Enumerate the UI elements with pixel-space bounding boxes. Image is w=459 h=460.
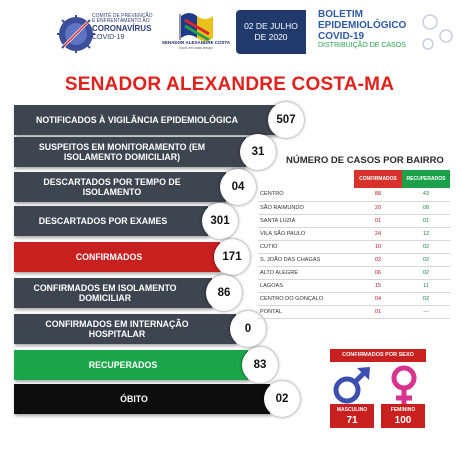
bairro-recuperados: 12 — [402, 227, 450, 240]
female-symbol-icon — [384, 364, 424, 408]
bulletin-line3: COVID-19 — [318, 31, 365, 42]
bulletin-title — [318, 9, 428, 50]
bairro-name: S. JOÃO DAS CHAGAS — [258, 253, 354, 266]
bairro-name: CENTRO — [258, 188, 354, 201]
bairro-confirmados: 01 — [354, 214, 402, 227]
bairro-recuperados: --- — [402, 306, 450, 319]
stat-value: 301 — [202, 203, 238, 239]
bairro-recuperados: 01 — [402, 214, 450, 227]
stat-value: 507 — [268, 102, 304, 138]
table-row — [258, 240, 450, 253]
bairro-confirmados: 15 — [354, 280, 402, 293]
bulletin-line1: BOLETIM — [318, 9, 363, 20]
bairro-confirmados: 06 — [354, 267, 402, 280]
bairro-name: VILA SÃO PAULO — [258, 227, 354, 240]
bairro-recuperados: 11 — [402, 280, 450, 293]
table-row — [258, 280, 450, 293]
bairro-recuperados: 02 — [402, 253, 450, 266]
bairro-recuperados: 02 — [402, 293, 450, 306]
city-flag-logo-icon — [163, 8, 227, 62]
bairro-confirmados: 20 — [354, 201, 402, 214]
table-row — [258, 253, 450, 266]
bairro-recuperados: 02 — [402, 267, 450, 280]
male-value: 71 — [346, 415, 358, 426]
bairro-name: ALTO ALEGRE — [258, 267, 354, 280]
bairro-name: SANTA LUZIA — [258, 214, 354, 227]
bairro-recuperados: 08 — [402, 201, 450, 214]
bairro-confirmados: 88 — [354, 188, 402, 201]
male-count-box — [330, 404, 374, 428]
bairro-confirmados: 04 — [354, 293, 402, 306]
table-row — [258, 201, 450, 214]
comite-text — [92, 14, 158, 41]
page-title: SENADOR ALEXANDRE COSTA-MA — [64, 74, 395, 95]
bairro-name: CENTRO DO GONÇALO — [258, 293, 354, 306]
stat-value: 171 — [214, 239, 250, 275]
table-header-row — [258, 170, 450, 188]
stat-label: CONFIRMADOS EM ISOLAMENTO DOMICILIAR — [14, 278, 212, 308]
bairro-confirmados: 02 — [354, 253, 402, 266]
bulletin-line2: EPIDEMIOLÓGICO — [318, 20, 407, 31]
bairro-confirmados: 10 — [354, 240, 402, 253]
stat-label: ÓBITO — [14, 384, 270, 414]
table-row — [258, 267, 450, 280]
stat-label: CONFIRMADOS EM INTERNAÇÃO HOSPITALAR — [14, 314, 236, 344]
bulletin-line4: DISTRIBUIÇÃO DE CASOS — [318, 42, 406, 49]
table-row — [258, 293, 450, 306]
bairro-name: SÃO RAIMUNDO — [258, 201, 354, 214]
bairro-name: CUTIO — [258, 240, 354, 253]
female-label: FEMININO — [390, 407, 416, 413]
stat-label: RECUPERADOS — [14, 350, 248, 380]
city-logo-name: SENADOR ALEXANDRE COSTA — [161, 40, 231, 45]
table-row — [258, 227, 450, 240]
male-label: MASCULINO — [336, 407, 368, 413]
header-banner — [0, 0, 459, 66]
stat-label: DESCARTADOS POR EXAMES — [14, 206, 208, 236]
male-symbol-icon — [330, 363, 374, 407]
table-row — [258, 188, 450, 201]
stat-value: 83 — [242, 347, 278, 383]
bairro-table-title: NÚMERO DE CASOS POR BAIRRO — [286, 155, 444, 166]
header-recuperados: RECUPERADOS — [402, 170, 450, 188]
stat-value: 0 — [230, 311, 266, 347]
stat-label: DESCARTADOS POR TEMPO DE ISOLAMENTO — [14, 172, 226, 202]
virus-pattern-icon — [414, 10, 456, 54]
bairro-name: PONTAL — [258, 306, 354, 319]
bairro-name: LAGOAS — [258, 280, 354, 293]
date-line2: DE 2020 — [254, 31, 288, 42]
bairro-confirmados: 01 — [354, 306, 402, 319]
table-row — [258, 214, 450, 227]
comite-line2: E ENFRENTAMENTO AO — [92, 18, 150, 24]
bairro-confirmados: 24 — [354, 227, 402, 240]
bairro-recuperados: 02 — [402, 240, 450, 253]
stat-value: 31 — [240, 134, 276, 170]
table-row — [258, 306, 450, 319]
stat-label: NOTIFICADOS À VIGILÂNCIA EPIDEMIOLÓGICA — [14, 105, 276, 135]
stat-label: SUSPEITOS EM MONITORAMENTO (EM ISOLAMENTO DOMICILIAR) — [14, 137, 246, 167]
comite-line3: CORONAVÍRUS — [92, 24, 152, 33]
header-confirmados: CONFIRMADOS — [354, 170, 402, 188]
city-logo-slogan: Novo em cada tempo — [179, 46, 213, 50]
female-value: 100 — [394, 415, 412, 426]
sexo-title: CONFIRMADOS POR SEXO — [330, 349, 426, 362]
header-bairro — [258, 170, 354, 188]
comite-line4: COVID-19 — [92, 34, 125, 41]
coronavirus-icon — [56, 14, 96, 54]
stat-value: 04 — [220, 169, 256, 205]
female-count-box — [381, 404, 425, 428]
comite-line1: COMITÊ DE PREVENÇÃO — [92, 13, 153, 19]
stat-label: CONFIRMADOS — [14, 242, 220, 272]
bairro-table — [258, 170, 450, 319]
stat-value: 86 — [206, 275, 242, 311]
date-box — [236, 10, 306, 54]
bairro-recuperados: 43 — [402, 188, 450, 201]
date-line1: 02 DE JULHO — [244, 21, 298, 31]
stat-value: 02 — [264, 381, 300, 417]
